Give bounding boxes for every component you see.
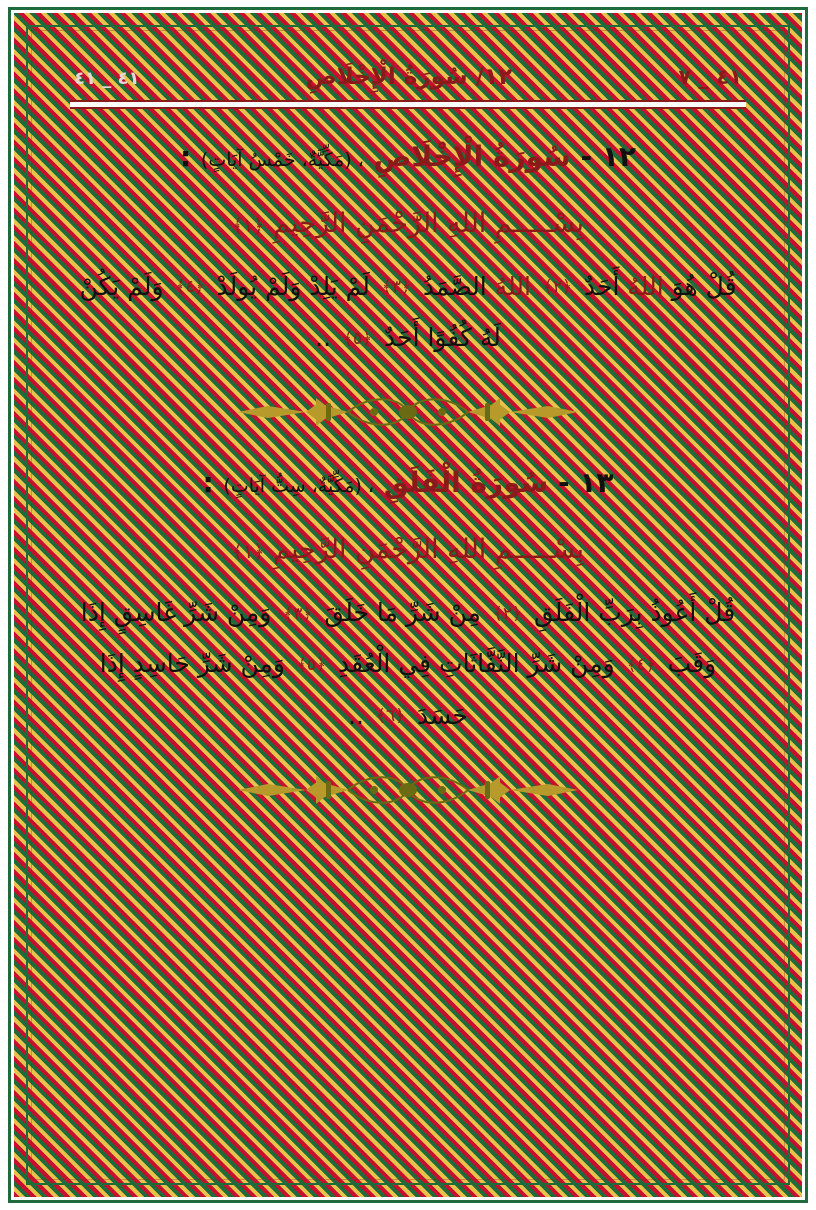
lafz-al-jalalah: اللهُ	[494, 271, 531, 301]
surah-heading-ikhlas	[62, 135, 754, 180]
header-page-range-right: ٤١ _ ٧	[678, 65, 742, 89]
ayah-number-marker: ﴿١﴾	[231, 541, 265, 564]
ayah-text: مِنْ شَرِّ مَا خَلَقَ	[324, 598, 481, 628]
basmala-text-falaq: بِسْـــــمِ اللهِ الرَّحْمَنِ الرَّحِيمِ	[273, 534, 584, 566]
header-page-range-left: ٤١ _ ٤١	[74, 68, 140, 89]
ayah-number-marker: ﴿٣﴾	[283, 603, 313, 624]
floral-divider-ornament	[198, 767, 618, 813]
ayah-text: لَمْ يَلِدْ وَلَمْ يُولَدْ	[216, 271, 370, 301]
basmala-falaq	[62, 534, 754, 565]
ayah-number-marker: ﴿٤﴾	[175, 277, 205, 298]
ayah-number-marker: ﴿١﴾	[231, 214, 265, 237]
ayah-number-marker: ﴿٥﴾	[296, 654, 327, 675]
surah-colon-ikhlas: :	[179, 140, 192, 173]
surah-colon-falaq: :	[202, 466, 214, 500]
ayah-text-tail: أَحَدٌ	[583, 271, 620, 301]
ayah-number-marker: ﴿٢﴾	[542, 277, 572, 298]
ayah-number-marker: ﴿٤﴾	[626, 654, 656, 675]
page-content	[40, 40, 776, 1170]
floral-divider-ornament	[198, 389, 618, 435]
surah-meta-falaq: ، (مَكِّيَّةٌ، سِتُّ آيَاتٍ)	[223, 475, 375, 498]
surah-heading-falaq	[62, 461, 754, 506]
ayah-text: قُلْ هُوَ	[671, 271, 737, 301]
surah-number-ikhlas: ١٢ -	[580, 140, 637, 173]
basmala-text-ikhlas: بِسْـــــمِ اللهِ الرَّحْمَنِ الرَّحِيمِ	[273, 207, 584, 239]
surah-meta-ikhlas: ، (مَكِّيَّةٌ، خَمْسُ آيَاتٍ)	[200, 149, 364, 171]
ayah-text: قُلْ أَعُوذُ بِرَبِّ الْفَلَقِ	[533, 598, 736, 628]
ayah-number-marker: ﴿٢﴾	[492, 603, 522, 624]
surah-block-falaq	[62, 461, 754, 813]
lafz-al-jalalah: اللهُ	[627, 271, 664, 301]
ayah-text: وَمِنْ شَرِّ حَاسِدٍ إِذَا حَسَدَ	[99, 649, 468, 730]
header-surah-title: ١٢/ سُورَةُ الْإِخْلَاصِ	[305, 64, 513, 90]
ayah-number-marker: ﴿٥﴾	[342, 328, 373, 349]
ayah-number-marker: ﴿٣﴾	[381, 277, 411, 298]
basmala-ikhlas	[62, 208, 754, 239]
surah-block-ikhlas	[62, 135, 754, 435]
ayah-text: وَمِنْ شَرِّ غَاسِقٍ إِذَا وَقَبَ	[80, 598, 717, 679]
ayat-end-dots: ..	[315, 323, 332, 353]
ayat-ikhlas	[62, 261, 754, 364]
header-divider-rule	[70, 100, 746, 109]
ayah-text-tail: الصَّمَدُ	[422, 271, 487, 301]
surah-number-falaq: ١٣ -	[557, 466, 614, 500]
ayat-end-dots: ..	[348, 700, 365, 730]
surah-name-falaq: سُورَةُ الْفَلَقِ	[383, 466, 549, 500]
surah-name-ikhlas: سُورَةُ الْإِخْلَاصِ	[373, 140, 571, 173]
page-header	[62, 60, 754, 90]
ayat-falaq	[62, 587, 754, 741]
ayah-text: وَمِنْ شَرِّ النَّفَّاثَاتِ فِي الْعُقَدِ	[337, 649, 615, 679]
ayah-text: وَلَمْ يَكُنْ لَهُ كُفُوًا أَحَدٌ	[79, 271, 501, 353]
ayah-number-marker: ﴿٦﴾	[375, 706, 406, 727]
